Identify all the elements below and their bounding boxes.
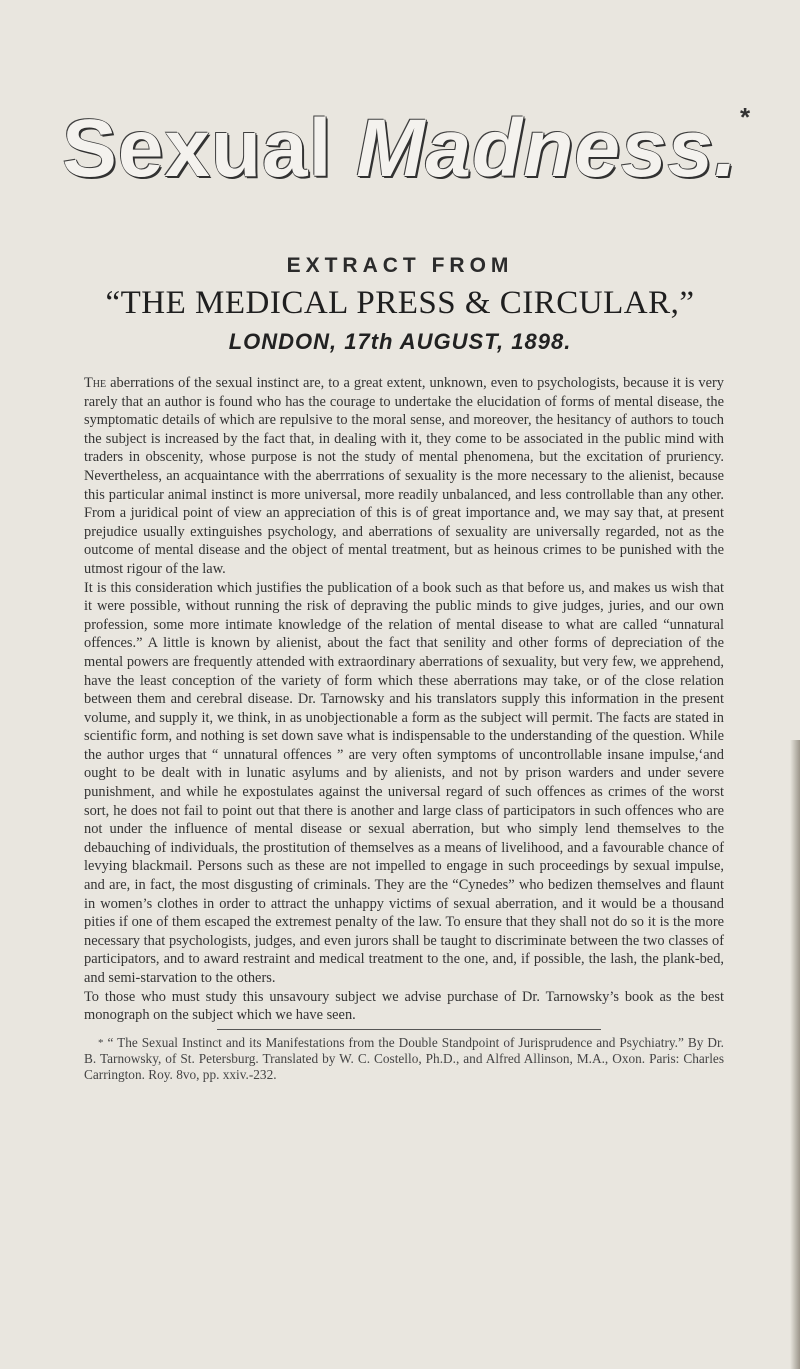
footnote (84, 1035, 724, 1084)
extract-label: EXTRACT FROM (286, 254, 514, 277)
footnote-text: “ The Sexual Instinct and its Manifestations from the Double Standpoint of Jurisprudence and Psychiatry.” By Dr. B. Tarnowsky, of St. Petersburg. Translated by W. C. Costello, Ph.D., and Alfred Allinson, M.A., Oxon. Paris: Charles Carrington. Roy. 8vo, pp. xxiv.-232. (84, 1035, 724, 1083)
article-body (84, 374, 724, 1025)
page-title (0, 102, 800, 194)
paragraph-1 (84, 374, 724, 579)
paragraph-1-text: aberrations of the sexual instinct are, to a great extent, unknown, even to psychologists, because it is very rarely that an author is found who has the courage to undertake the elucidation of forms of mental disease, the symptomatic details of which are repulsive to the moral sense, and moreover, the hesitancy of authors to touch the subject is increased by the fact that, in dealing with it, they come to be associated in the public mind with traders in obscenity, whose purpose is not the study of mental phenomena, but the excitation of pruriency. Nevertheless, an acquaintance with the aberrrations of sexuality is the more necessary to the alienist, because this particular animal instinct is more universal, more readily unbalanced, and less controllable than any other. From a juridical point of view an appreciation of this is of great importance and, we may say that, at present prejudice usually extinguishes psychology, and aberrations of sexuality are universally regarded, not as the outcome of mental disease and the object of mental treatment, but as heinous crimes to be punished with the utmost rigour of the law. (84, 375, 724, 577)
footnote-divider (217, 1029, 601, 1030)
title-footnote-mark: * (739, 102, 752, 132)
footnote-marker: * (98, 1037, 104, 1049)
dateline: LONDON, 17th AUGUST, 1898. (228, 329, 572, 354)
paragraph-3: To those who must study this unsavoury subject we advise purchase of Dr. Tarnowsky’s book as the best monograph on the subject which we have seen. (84, 988, 724, 1024)
journal-name: “THE MEDICAL PRESS & CIRCULAR,” (105, 285, 695, 321)
lead-word: The (84, 375, 107, 391)
title-word-sexual: Sexual (62, 103, 333, 194)
title-word-madness: Madness. (356, 103, 738, 194)
page-edge-shadow (790, 740, 800, 1369)
paragraph-2: It is this consideration which justifies the publication of a book such as that before us, and makes us wish that it were possible, without running the risk of depraving the public minds to give judges, juries, and our own profession, some more intimate knowledge of the relation of mental disease to what are called “unnatural offences.” A little is known by alienist, about the fact that senility and other forms of depreciation of the mental powers are frequently attended with extraordinary aberrations of sexuality, but very few, we apprehend, have the least conception of the variety of form which these aberrations may take, or of the close relation between them and cerebral disease. Dr. Tarnowsky and his translators supply this information in the present volume, and supply it, we think, in as unobjectionable a form as the subject will permit. The facts are stated in scientific form, and nothing is set down save what is indispensable to the understanding of the question. While the author urges that “ unnatural offences ” are very often symptoms of uncontrollable insane impulse,‘and ought to be dealt with in lunatic asylums and by alienists, and not by prison warders and under severe punishment, and while he expostulates against the universal regard of such offences as crimes of the worst sort, he does not fail to point out that there is another and large class of participators in such offences who are not under the influence of mental disease or sexual aberration, but who simply lend themselves to the debauching of individuals, the prostitution of themselves as a means of livelihood, and a favourable chance of levying blackmail. Persons such as these are not impelled to engage in such proceedings by sexual impulse, and are, in fact, the most disgusting of criminals. They are the “Cynedes” who bedizen themselves and flaunt in women’s clothes in order to attract the unhappy victims of sexual aberration, and it would be a thousand pities if one of them escaped the extremest penalty of the law. To ensure that they shall not do so it is the more necessary that psychologists, judges, and even jurors shall be taught to discriminate between the two classes of participators, and to award restraint and medical treatment to the one, and, if possible, the lash, the plank-bed, and semi-starvation to the others. (84, 579, 724, 986)
